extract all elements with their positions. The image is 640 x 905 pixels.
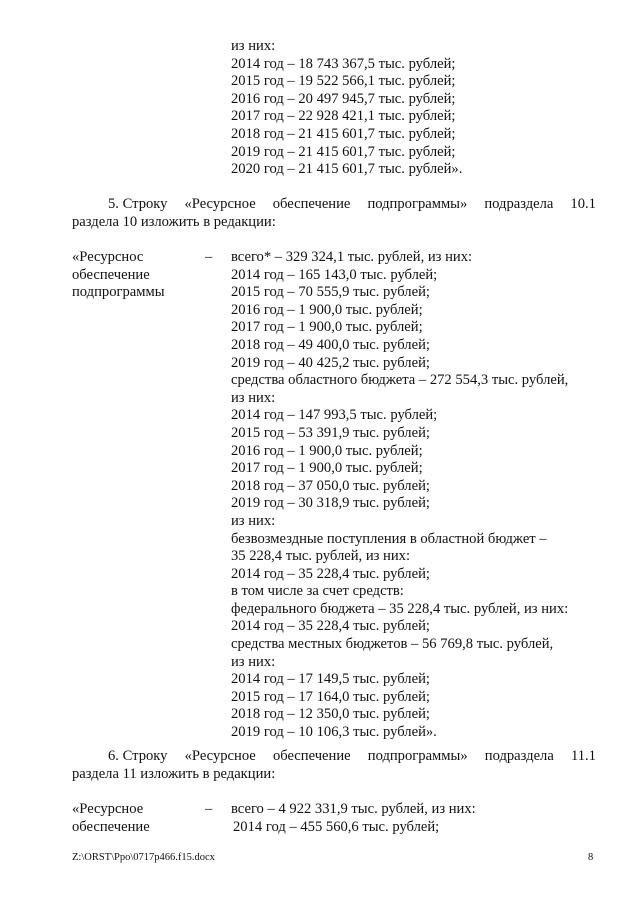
value-line: 2014 год – 17 149,5 тыс. рублей; [231,671,430,688]
value-line: 2019 год – 30 318,9 тыс. рублей; [231,495,430,512]
value-line: средства местных бюджетов – 56 769,8 тыс. рублей, [231,636,554,653]
dash-separator: – [205,249,213,265]
paragraph-first-line [72,748,596,766]
value-line: 2017 год – 1 900,0 тыс. рублей; [231,319,423,336]
value-line: 2015 год – 53 391,9 тыс. рублей; [231,424,430,441]
label-line: «Ресурснос [72,249,144,265]
value-line: 2017 год – 1 900,0 тыс. рублей; [231,460,423,477]
text-line: 2014 год – 18 743 367,5 тыс. рублей; [231,55,456,72]
value-line: 2019 год – 10 106,3 тыс. рублей». [231,724,437,741]
word: обеспечение [272,196,351,212]
word: подраздела [484,748,554,764]
funding-continuation-block [231,38,611,179]
word: подпрограммы» [367,196,468,212]
row-value [231,801,602,836]
value-line: 2014 год – 165 143,0 тыс. рублей; [231,266,438,283]
dash-separator: – [205,801,213,817]
value-line: 2016 год – 1 900,0 тыс. рублей; [231,442,423,459]
value-line: безвозмездные поступления в областной бюджет – [231,530,547,547]
word: обеспечение [272,748,351,764]
word: подпрограммы» [367,748,468,764]
value-line: 2015 год – 17 164,0 тыс. рублей; [231,688,430,705]
label-line: подпрограммы [72,284,165,301]
text-line: 2015 год – 19 522 566,1 тыс. рублей; [231,73,456,90]
value-line: 35 228,4 тыс. рублей, из них: [231,548,411,565]
label-line: «Ресурсное [72,801,144,817]
text-line: из них: [231,38,276,54]
paragraph-first-line [72,196,596,214]
row-value [231,249,602,742]
word: 6. Строку [108,748,168,764]
paragraph-second-line: раздела 10 изложить в редакции: [72,213,276,230]
word: 10.1 [570,196,596,212]
word: 11.1 [570,748,596,764]
value-line: 2018 год – 12 350,0 тыс. рублей; [231,706,430,723]
text-line: 2016 год – 20 497 945,7 тыс. рублей; [231,90,456,107]
word: 5. Строку [108,196,168,212]
row-label [72,801,192,836]
value-line: из них: [231,389,276,406]
paragraph-second-line: раздела 11 изложить в редакции: [72,765,276,782]
value-line: 2018 год – 37 050,0 тыс. рублей; [231,477,430,494]
text-line: 2018 год – 21 415 601,7 тыс. рублей; [231,125,456,142]
paragraph-5 [72,196,596,231]
value-line: в том числе за счет средств: [231,583,404,600]
value-line: всего – 4 922 331,9 тыс. рублей, из них: [231,801,476,817]
value-line: всего* – 329 324,1 тыс. рублей, из них: [231,249,473,265]
value-line: из них: [231,512,276,529]
value-line: 2014 год – 35 228,4 тыс. рублей; [231,618,430,635]
text-line: 2019 год – 21 415 601,7 тыс. рублей; [231,143,456,160]
value-line: 2015 год – 70 555,9 тыс. рублей; [231,284,430,301]
value-line: федерального бюджета – 35 228,4 тыс. рублей, из них: [231,600,569,617]
text-line: 2017 год – 22 928 421,1 тыс. рублей; [231,108,456,125]
label-line: обеспечение [72,818,150,835]
value-line: 2014 год – 35 228,4 тыс. рублей; [231,565,430,582]
row-label [72,249,192,302]
text-line: 2020 год – 21 415 601,7 тыс. рублей». [231,161,463,178]
paragraph-6 [72,748,596,783]
value-line: 2019 год – 40 425,2 тыс. рублей; [231,354,430,371]
value-line: средства областного бюджета – 272 554,3 тыс. рублей, [231,372,569,389]
page-number: 8 [588,852,594,863]
footer-file-path: Z:\ORST\Ppo\0717p466.f15.docx [72,852,215,863]
word: «Ресурсное [184,196,256,212]
value-line: 2014 год – 455 560,6 тыс. рублей; [233,818,440,835]
value-line: из них: [231,653,276,670]
value-line: 2018 год – 49 400,0 тыс. рублей; [231,336,430,353]
value-line: 2014 год – 147 993,5 тыс. рублей; [231,407,438,424]
label-line: обеспечение [72,266,150,283]
value-line: 2016 год – 1 900,0 тыс. рублей; [231,301,423,318]
word: подраздела [484,196,554,212]
word: «Ресурсное [184,748,256,764]
